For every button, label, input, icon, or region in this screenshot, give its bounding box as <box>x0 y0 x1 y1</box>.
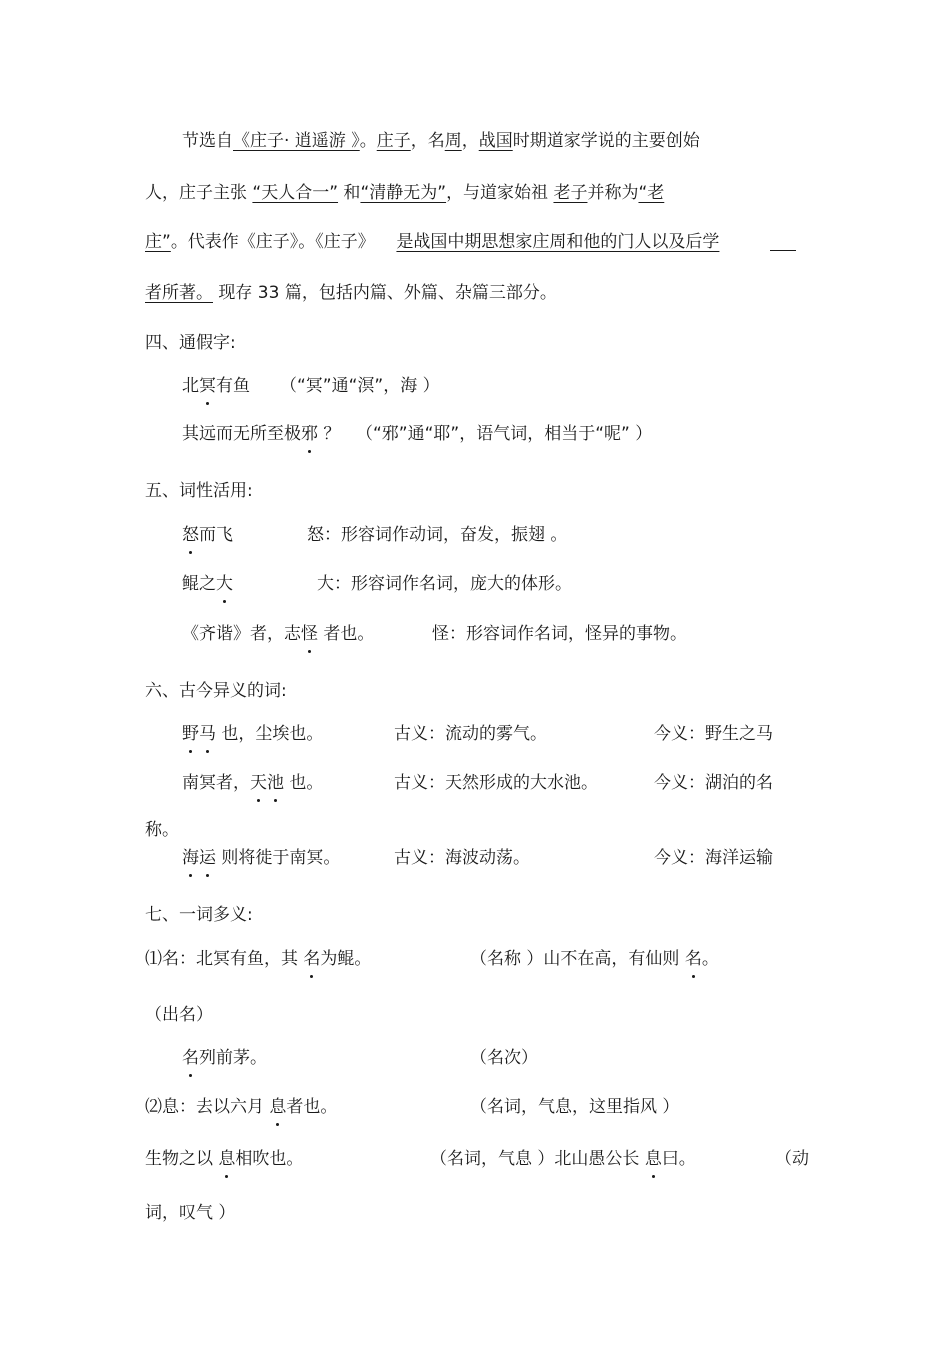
section-4-title: 四、通假字: <box>145 333 236 353</box>
yiyi-modern-1: 今义：野生之马 <box>654 724 773 744</box>
duoyi-xi-note-b <box>430 1147 696 1171</box>
dotted-char: 息 <box>269 1097 287 1117</box>
tongjia-note-1: （“冥”通“溟”，海 ） <box>280 376 440 396</box>
text: 《齐谐》者，志 <box>182 624 301 644</box>
huoyong-item-3 <box>182 622 374 646</box>
dotted-char: 息 <box>218 1149 236 1169</box>
text: 鲲之 <box>182 574 216 594</box>
intro-text: 现存 33 篇，包括内篇、外篇、杂篇三部分。 <box>213 283 557 303</box>
text: 。 <box>701 949 719 969</box>
text: 列前茅。 <box>199 1048 267 1068</box>
dotted-char: 息 <box>644 1149 662 1169</box>
tongjia-item-2 <box>182 422 340 446</box>
intro-line-4 <box>145 281 557 305</box>
dotted-char: 邪 <box>301 424 318 444</box>
intro-text: 人，庄子主张 <box>145 183 253 203</box>
text: ？ <box>323 424 341 444</box>
dotted-char: 名 <box>684 949 702 969</box>
laozhuang-end: 庄” <box>145 232 171 252</box>
idea-qingjing: “清静无为” <box>360 183 447 203</box>
duoyi-ming-a <box>145 947 371 971</box>
dotted-char: 运 <box>199 848 216 868</box>
dotted-char: 野 <box>182 724 199 744</box>
text: ⑵息：去以六月 <box>145 1097 270 1117</box>
laozhuang-start: “老 <box>638 183 665 203</box>
yiyi-item-2 <box>182 771 323 795</box>
intro-text: 。代表作《庄子》。《庄子》 <box>170 232 381 252</box>
dotted-char: 怪 <box>301 624 318 644</box>
yiyi-wrap-2: 称。 <box>145 820 179 840</box>
text: 生物之以 <box>145 1149 219 1169</box>
duoyi-xi-note-c: （动 <box>775 1149 809 1169</box>
text: 为鲲。 <box>320 949 372 969</box>
duoyi-ming-c <box>182 1046 267 1070</box>
text: 者也。 <box>286 1097 338 1117</box>
huoyong-item-2 <box>182 572 233 596</box>
dotted-char: 马 <box>199 724 216 744</box>
tongjia-item-1 <box>182 374 250 398</box>
yiyi-item-3 <box>182 846 340 870</box>
duoyi-xi-wrap: 词，叹气 ） <box>145 1203 236 1223</box>
text: 南冥者， <box>182 773 250 793</box>
yiyi-ancient-3: 古义：海波动荡。 <box>394 848 530 868</box>
dotted-char: 天 <box>250 773 267 793</box>
dotted-char: 大 <box>216 574 233 594</box>
dotted-char: 冥 <box>199 376 216 396</box>
dotted-char: 名 <box>303 949 321 969</box>
intro-prefix: 节选自 <box>182 131 233 151</box>
text: ⑴名：北冥有鱼，其 <box>145 949 304 969</box>
section-6-title: 六、古今异义的词: <box>145 681 287 701</box>
yiyi-ancient-1: 古义：流动的雾气。 <box>394 724 547 744</box>
section-5-title: 五、词性活用: <box>145 481 253 501</box>
text: （名称 ）山不在高，有仙则 <box>470 949 685 969</box>
authors: 者所著。 <box>145 283 213 303</box>
underline-fill <box>770 250 796 251</box>
intro-line-3 <box>145 230 719 254</box>
text: 则将徙于南冥。 <box>216 848 341 868</box>
dotted-char: 名 <box>182 1048 199 1068</box>
text: 有鱼 <box>216 376 250 396</box>
duoyi-xi-note-a: （名词，气息，这里指风 ） <box>470 1097 680 1117</box>
yiyi-ancient-2: 古义：天然形成的大水池。 <box>394 773 598 793</box>
duoyi-ming-note-a <box>470 947 719 971</box>
tongjia-note-2: （“邪”通“耶”，语气词，相当于“呢” ） <box>356 424 653 444</box>
duoyi-xi-b <box>145 1147 303 1171</box>
intro-text: 并称为 <box>587 183 639 203</box>
yiyi-modern-2: 今义：湖泊的名 <box>654 773 773 793</box>
huoyong-note-3: 怪：形容词作名词，怪异的事物。 <box>432 624 687 644</box>
section-7-title: 七、一词多义: <box>145 905 253 925</box>
text: （名词，气息 ）北山愚公长 <box>430 1149 645 1169</box>
text: 北 <box>182 376 199 396</box>
book-title: 《庄子· 逍遥游 》 <box>233 131 360 151</box>
text: 而飞 <box>199 525 233 545</box>
author-name: 庄子 <box>376 131 411 151</box>
text: 也，尘埃也。 <box>216 724 324 744</box>
yiyi-item-1 <box>182 722 323 746</box>
text: 其远而无所至极 <box>182 424 301 444</box>
intro-and: 和 <box>338 183 361 203</box>
book-description: 是战国中期思想家庄周和他的门人以及后学 <box>396 232 720 252</box>
duoyi-xi-a <box>145 1095 337 1119</box>
intro-line-1 <box>182 129 700 153</box>
intro-text: ，与道家始祖 <box>446 183 554 203</box>
text: 相吹也。 <box>235 1149 304 1169</box>
intro-sep: 。 <box>359 131 377 151</box>
intro-comma: ， <box>461 131 479 151</box>
dotted-char: 怒 <box>182 525 199 545</box>
text: 也。 <box>284 773 324 793</box>
huoyong-item-1 <box>182 523 233 547</box>
intro-rest: 时期道家学说的主要创始 <box>512 131 700 151</box>
author-given-name: 周 <box>444 131 462 151</box>
huoyong-note-2: 大：形容词作名词，庞大的体形。 <box>317 574 572 594</box>
duoyi-ming-note-c: （名次） <box>470 1048 538 1068</box>
duoyi-ming-note-b: （出名） <box>145 1005 213 1025</box>
intro-line-2 <box>145 181 664 205</box>
laozi: 老子 <box>553 183 588 203</box>
huoyong-note-1: 怒：形容词作动词，奋发，振翅 。 <box>307 525 568 545</box>
text: 者也。 <box>318 624 375 644</box>
era: 战国 <box>478 131 513 151</box>
idea-tianren: “天人合一” <box>252 183 339 203</box>
dotted-char: 池 <box>267 773 284 793</box>
yiyi-modern-3: 今义：海洋运输 <box>654 848 773 868</box>
intro-mid: ，名 <box>410 131 445 151</box>
dotted-char: 海 <box>182 848 199 868</box>
text: 曰。 <box>661 1149 696 1169</box>
